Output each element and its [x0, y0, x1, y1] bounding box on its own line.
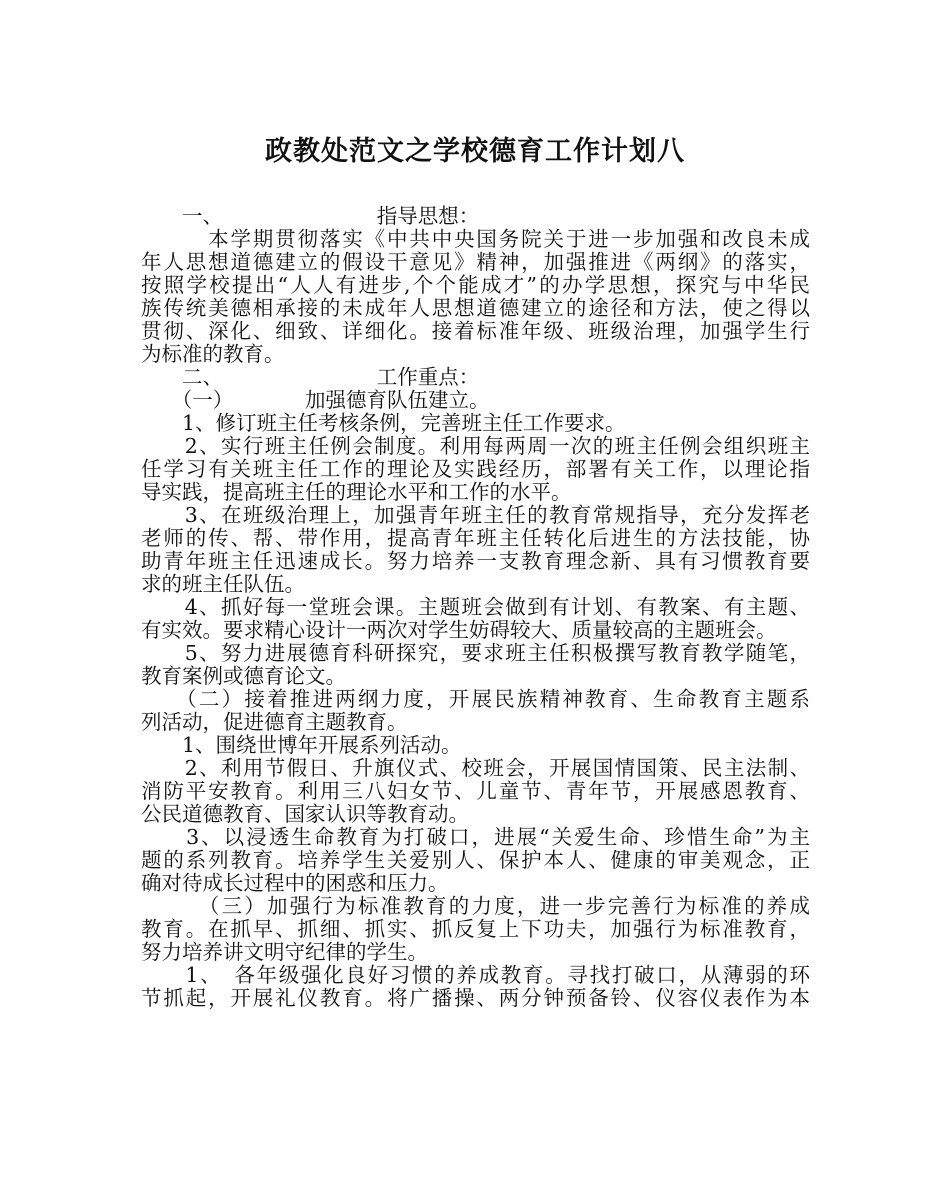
- text-line: 教育案例或德育论文。: [141, 665, 346, 688]
- text-line: 公民道德教育、国家认识等教育动。: [141, 803, 469, 826]
- text-line: 按照学校提出“人人有进步,个个能成才”的办学思想，探究与中华民: [141, 274, 810, 297]
- text-line: 1、 各年级强化良好习惯的养成教育。寻找打破口，从薄弱的环: [141, 964, 810, 987]
- document-body: [141, 205, 810, 1010]
- text-line: 求的班主任队伍。: [141, 573, 305, 596]
- text-line: 有实效。要求精心设计一两次对学生妨碍较大、质量较高的主题班会。: [141, 619, 777, 642]
- text-line: 题的系列教育。培养学生关爱别人、保护本人、健康的审美观念，正: [141, 849, 810, 872]
- text-line: 本学期贯彻落实《中共中央国务院关于进一步加强和改良未成: [141, 228, 810, 251]
- text-line: 任学习有关班主任工作的理论及实践经历，部署有关工作，以理论指: [141, 458, 810, 481]
- text-line: 族传统美德相承接的未成年人思想道德建立的途径和方法，使之得以: [141, 297, 810, 320]
- text-line: 导实践，提高班主任的理论水平和工作的水平。: [141, 481, 572, 504]
- text-line: （二）接着推进两纲力度，开展民族精神教育、生命教育主题系: [141, 688, 810, 711]
- text-line: 节抓起，开展礼仪教育。将广播操、两分钟预备铃、仪容仪表作为本: [141, 987, 810, 1010]
- text-line: 消防平安教育。利用三八妇女节、儿童节、青年节，开展感恩教育、: [141, 780, 810, 803]
- text-line: 2、实行班主任例会制度。利用每两周一次的班主任例会组织班主: [141, 435, 810, 458]
- text-line: 助青年班主任迅速成长。努力培养一支教育理念新、具有习惯教育要: [141, 550, 810, 573]
- text-line: 教育。在抓早、抓细、抓实、抓反复上下功夫，加强行为标准教育，: [141, 918, 810, 941]
- text-line: 3、以浸透生命教育为打破口，进展“关爱生命、珍惜生命”为主: [141, 826, 810, 849]
- text-line: 4、抓好每一堂班会课。主题班会做到有计划、有教案、有主题、: [141, 596, 810, 619]
- text-line: 二、 工作重点：: [141, 366, 480, 389]
- text-line: 努力培养讲文明守纪律的学生。: [141, 941, 428, 964]
- text-line: 1、修订班主任考核条例，完善班主任工作要求。: [141, 412, 626, 435]
- text-line: （一） 加强德育队伍建立。: [141, 389, 490, 412]
- text-line: 3、在班级治理上，加强青年班主任的教育常规指导，充分发挥老: [141, 504, 810, 527]
- text-line: 列活动，促进德育主题教育。: [141, 711, 408, 734]
- text-line: 老师的传、帮、带作用，提高青年班主任转化后进生的方法技能，协: [141, 527, 810, 550]
- text-line: 年人思想道德建立的假设干意见》精神，加强推进《两纲》的落实，: [141, 251, 810, 274]
- text-line: 一、 指导思想：: [141, 205, 480, 228]
- text-line: 2、利用节假日、升旗仪式、校班会，开展国情国策、民主法制、: [141, 757, 810, 780]
- text-line: 确对待成长过程中的困惑和压力。: [141, 872, 449, 895]
- text-line: 5、努力进展德育科研探究，要求班主任积极撰写教育教学随笔，: [141, 642, 810, 665]
- text-line: （三）加强行为标准教育的力度，进一步完善行为标准的养成: [141, 895, 810, 918]
- text-line: 为标准的教育。: [141, 343, 285, 366]
- document-title: 政教处范文之学校德育工作计划八: [265, 136, 685, 167]
- text-line: 1、围绕世博年开展系列活动。: [141, 734, 462, 757]
- text-line: 贯彻、深化、细致、详细化。接着标准年级、班级治理，加强学生行: [141, 320, 810, 343]
